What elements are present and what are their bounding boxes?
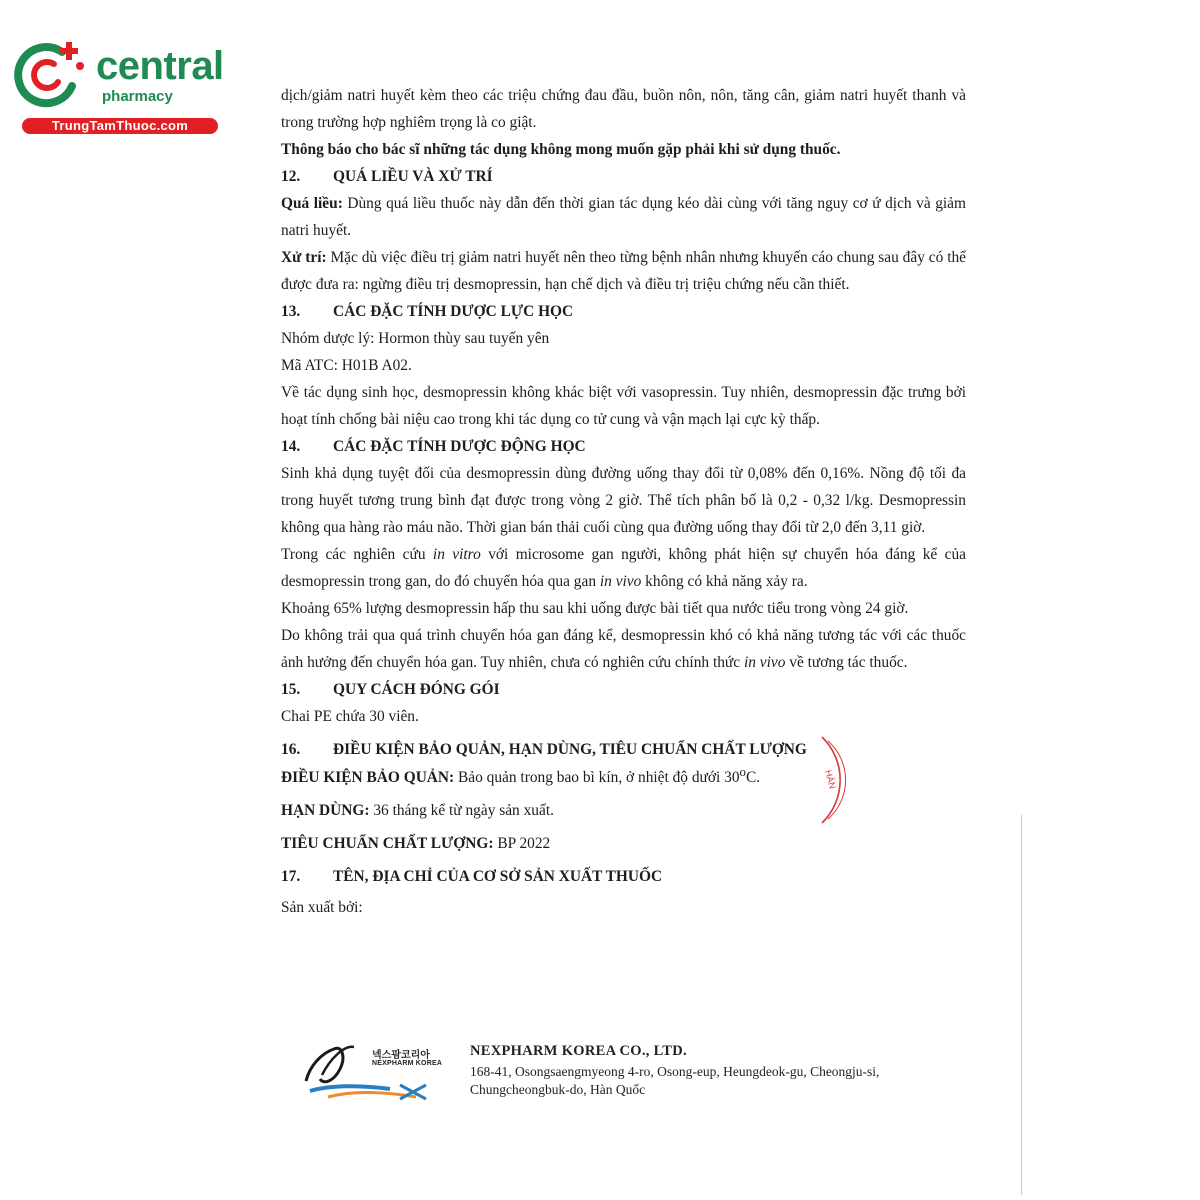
section-title: ĐIỀU KIỆN BẢO QUẢN, HẠN DÙNG, TIÊU CHUẨN CHẤT LƯỢNG (333, 741, 807, 758)
paragraph-overdose: Quá liều: Dùng quá liều thuốc này dẫn đến thời gian tác dụng kéo dài cùng với tăng nguy cơ ứ dịch và giảm natri huyết. (281, 195, 966, 239)
paragraph-interactions: Do không trải qua quá trình chuyển hóa gan đáng kể, desmopressin khó có khả năng tương tác với các thuốc ảnh hưởng đến chuyển hóa gan. Tuy nhiên, chưa có nghiên cứu chính thức in vivo về tương tác thuốc. (281, 627, 966, 671)
central-pharmacy-logo (10, 38, 224, 138)
manufacturer-name: NEXPHARM KOREA CO., LTD. (470, 1043, 687, 1059)
section-15-heading (281, 676, 966, 703)
section-number: 12. (281, 168, 301, 185)
paragraph-treatment: Xử trí: Mặc dù việc điều trị giảm natri huyết nên theo từng bệnh nhân nhưng khuyến cáo chung sau đây có thể được đưa ra: ngừng điều trị desmopressin, hạn chế dịch và điều trị triệu chứng nếu cần thiết. (281, 249, 967, 293)
expiry-label: HẠN DÙNG: (281, 802, 370, 820)
section-number: 17. (281, 868, 301, 886)
nexpharm-logo-korean: 넥스팜코리아 (372, 1050, 430, 1061)
manufacturer-block (300, 1030, 940, 1105)
logo-name: central (96, 44, 224, 88)
section-number: 14. (281, 438, 301, 455)
overdose-label: Quá liều: (281, 195, 343, 212)
logo-url: TrungTamThuoc.com (22, 118, 218, 134)
paragraph-made-by: Sản xuất bởi: (281, 899, 363, 917)
storage-label: ĐIỀU KIỆN BẢO QUẢN: (281, 769, 455, 787)
quality-label: TIÊU CHUẨN CHẤT LƯỢNG: (281, 835, 494, 853)
paragraph-bioavailability: Sinh khả dụng tuyệt đối của desmopressin dùng đường uống thay đổi từ 0,08% đến 0,16%. Nồng độ tối đa trong huyết tương trung bình đạt được trong vòng 2 giờ. Thể tích phân bố là 0,2 - 0,32 l/kg. Desmopressin không qua hàng rào máu não. Thời gian bán thải cuối cùng qua đường uống thay đổi từ 2,0 đến 3,11 giờ. (281, 465, 966, 536)
paragraph-packaging: Chai PE chứa 30 viên. (281, 708, 419, 725)
paragraph-pharmacologic-group: Nhóm dược lý: Hormon thùy sau tuyến yên (281, 330, 550, 347)
section-title: QUÁ LIỀU VÀ XỬ TRÍ (333, 168, 493, 185)
paragraph-adverse-end: dịch/giảm natri huyết kèm theo các triệu chứng đau đầu, buồn nôn, nôn, tăng cân, giảm natri huyết thanh và trong trường hợp nghiêm trọng là co giật. (281, 87, 966, 131)
manufacturer-info (470, 1042, 879, 1099)
section-title: CÁC ĐẶC TÍNH DƯỢC LỰC HỌC (333, 303, 574, 320)
paragraph-expiry: HẠN DÙNG: 36 tháng kể từ ngày sản xuất. (281, 802, 554, 820)
central-pharmacy-logo-icon (10, 38, 90, 108)
paragraph-atc-code: Mã ATC: H01B A02. (281, 357, 412, 374)
paragraph-notify-doctor: Thông báo cho bác sĩ những tác dụng không mong muốn gặp phải khi sử dụng thuốc. (281, 141, 841, 158)
section-title: TÊN, ĐỊA CHỈ CỦA CƠ SỞ SẢN XUẤT THUỐC (333, 868, 663, 886)
official-stamp (808, 735, 848, 825)
section-17-heading (281, 863, 966, 890)
nexpharm-logo-english: NEXPHARM KOREA (372, 1060, 443, 1067)
paragraph-metabolism: Trong các nghiên cứu in vitro với microsome gan người, không phát hiện sự chuyển hóa đáng kể của desmopressin trong gan, do đó chuyển hóa qua gan in vivo không có khả năng xảy ra. (281, 546, 966, 590)
section-number: 16. (281, 741, 301, 758)
treatment-label: Xử trí: (281, 249, 327, 266)
section-12-heading (281, 163, 966, 190)
section-title: CÁC ĐẶC TÍNH DƯỢC ĐỘNG HỌC (333, 438, 586, 455)
paragraph-storage: ĐIỀU KIỆN BẢO QUẢN: Bảo quản trong bao bì kín, ở nhiệt độ dưới 30$^o$C. (281, 765, 761, 787)
paragraph-quality: TIÊU CHUẨN CHẤT LƯỢNG: BP 2022 (281, 835, 551, 853)
margin-line (1021, 815, 1022, 1195)
section-13-heading (281, 298, 966, 325)
section-14-heading (281, 433, 966, 460)
section-title: QUY CÁCH ĐÓNG GÓI (333, 681, 500, 698)
section-number: 15. (281, 681, 301, 698)
paragraph-biological-action: Về tác dụng sinh học, desmopressin không khác biệt với vasopressin. Tuy nhiên, desmopressin đặc trưng bởi hoạt tính chống bài niệu cao trong khi tác dụng co tử cung và vận mạch lại cực kỳ thấp. (281, 384, 966, 428)
section-number: 13. (281, 303, 301, 320)
logo-subtitle: pharmacy (102, 88, 173, 105)
paragraph-excretion: Khoảng 65% lượng desmopressin hấp thu sau khi uống được bài tiết qua nước tiểu trong vòng 24 giờ. (281, 600, 909, 617)
stamp-text: HÀN (823, 768, 838, 790)
manufacturer-address-line-2: Chungcheongbuk-do, Hàn Quốc (470, 1082, 646, 1097)
manufacturer-address-line-1: 168-41, Osongsaengmyeong 4-ro, Osong-eup, Heungdeok-gu, Cheongju-si, (470, 1064, 880, 1079)
document-body (281, 82, 966, 921)
